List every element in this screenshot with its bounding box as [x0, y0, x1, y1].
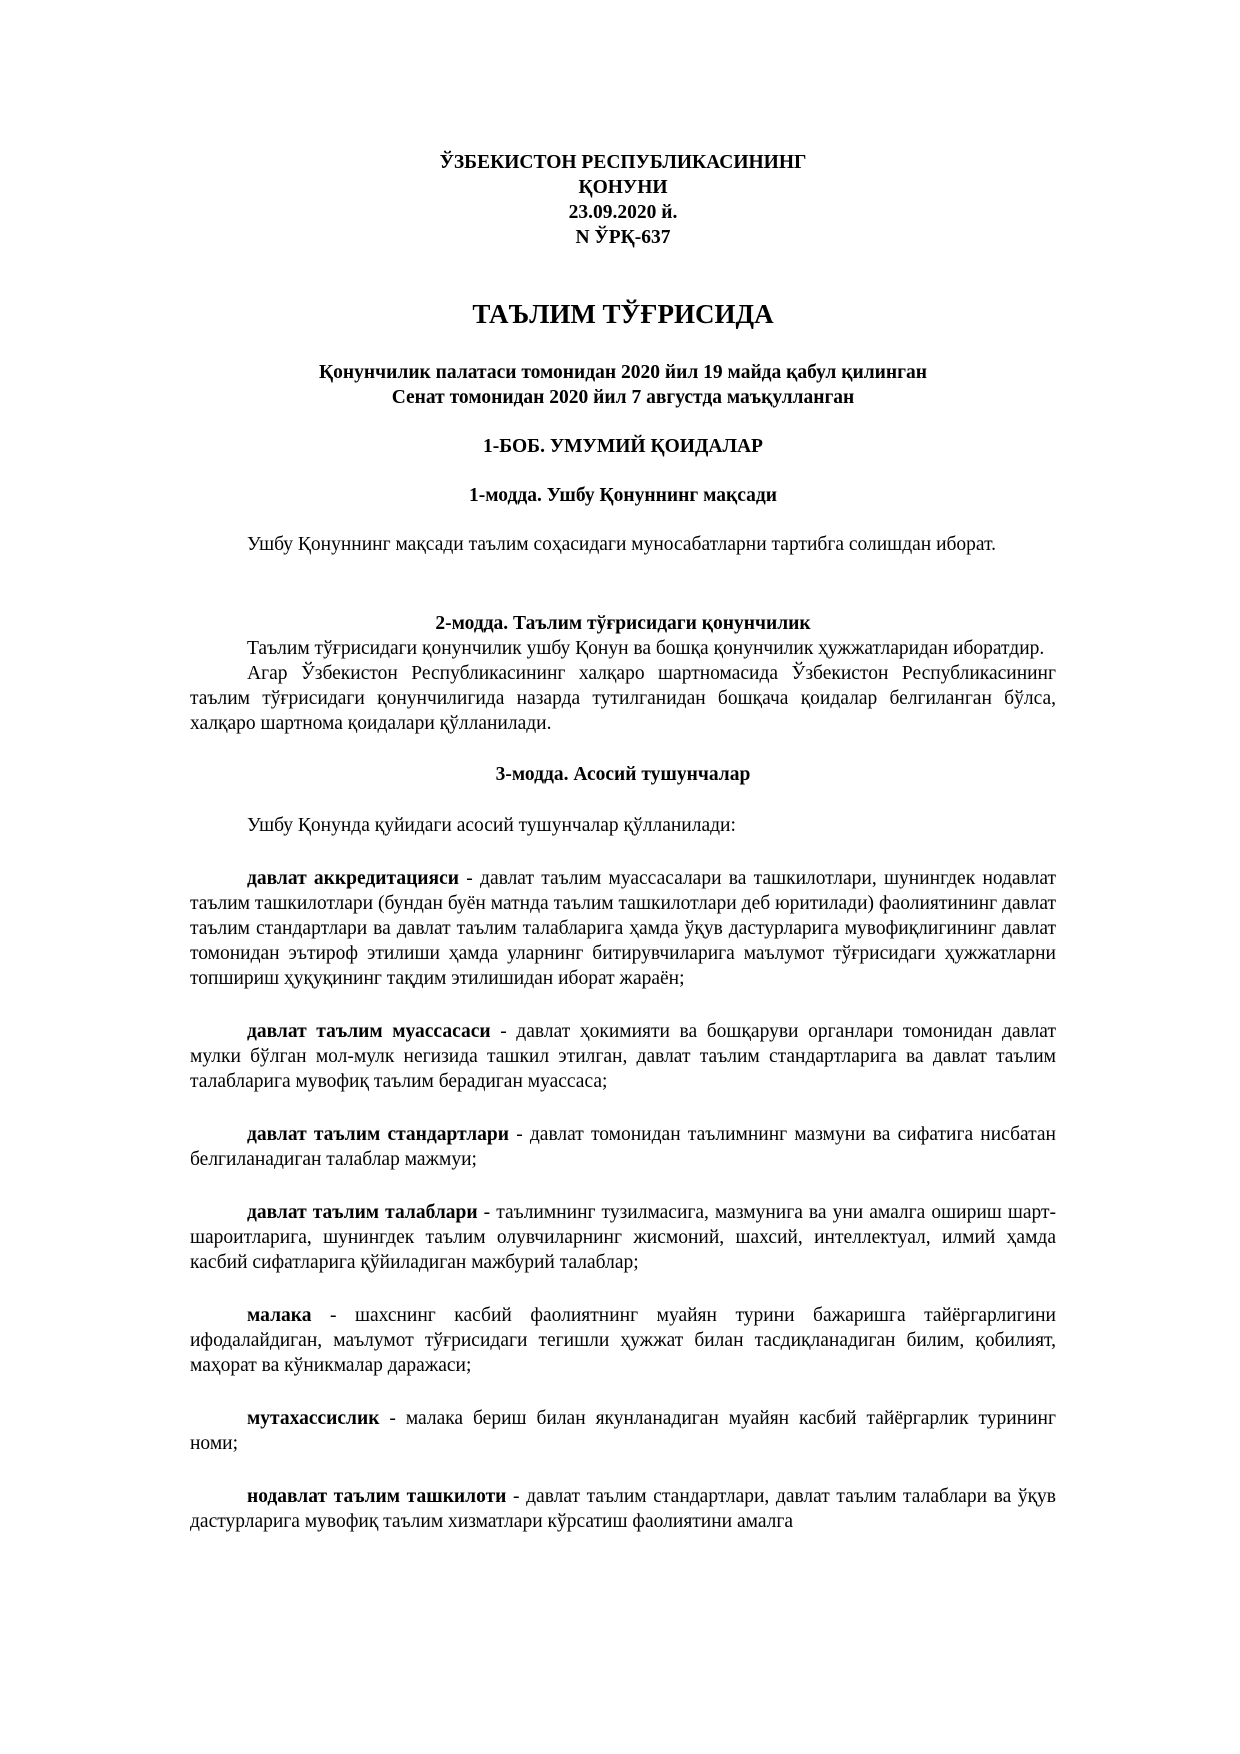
definition-term: давлат таълим муассасаси: [247, 1021, 491, 1042]
definition-text: - давлат таълим муассасалари ва ташкилотлари, шунингдек нодавлат таълим ташкилотлари (бундан буён матнда таълим ташкилотлари деб юритилади) фаолиятининг давлат таълим стандартлари ва давлат таълим талабларига ҳамда ўқув дастурларига мувофиқлигининг давлат томонидан эътироф этилиши ҳамда уларнинг битирувчиларига маълумот тўғрисидаги ҳужжатларни топшириш ҳуқуқининг тақдим этилишидан иборат жараён;: [190, 868, 1056, 989]
definition-term: нодавлат таълим ташкилоти: [247, 1486, 507, 1507]
definition-text: - малака бериш билан якунланадиган муайян касбий тайёргарлик турининг номи;: [190, 1408, 1056, 1454]
header-line-law: ҚОНУНИ: [578, 177, 668, 198]
adoption-line-legislative: Қонунчилик палатаси томонидан 2020 йил 19 майда қабул қилинган: [319, 362, 927, 383]
article-3-title: 3-модда. Асосий тушунчалар: [495, 764, 751, 785]
definition-term: давлат таълим стандартлари: [247, 1124, 509, 1145]
chapter-1-title: 1-БОБ. УМУМИЙ ҚОИДАЛАР: [483, 436, 763, 457]
article-1-title: 1-модда. Ушбу Қонуннинг мақсади: [469, 485, 777, 506]
article-2-title: 2-модда. Таълим тўғрисидаги қонунчилик: [435, 613, 811, 634]
definition-term: давлат таълим талаблари: [247, 1202, 478, 1223]
article-3-intro: Ушбу Қонунда қуйидаги асосий тушунчалар қўлланилади:: [247, 815, 736, 836]
definition-text: - таълимнинг тузилмасига, мазмунига ва уни амалга ошириш шарт-шароитларига, шунингдек таълим олувчиларнинг жисмоний, шахсий, интеллектуал, илмий ҳамда касбий сифатларига қўйиладиган мажбурий талаблар;: [190, 1202, 1056, 1273]
document-title: ТАЪЛИМ ТЎҒРИСИДА: [472, 299, 774, 329]
adoption-line-senate: Сенат томонидан 2020 йил 7 августда маъқулланган: [391, 387, 855, 408]
definition-item: [190, 1019, 1056, 1094]
definition-text: - давлат таълим стандартлари, давлат таълим талаблари ва ўқув дастурларига мувофиқ таълим хизматлари кўрсатиш фаолиятини амалга: [190, 1486, 1057, 1532]
document-header: [190, 150, 1056, 250]
definition-term: малака: [247, 1305, 312, 1326]
definition-item: [190, 1406, 1056, 1456]
header-line-republic: ЎЗБЕКИСТОН РЕСПУБЛИКАСИНИНГ: [439, 152, 807, 173]
document-page: [190, 150, 1056, 1534]
definition-text: - шахснинг касбий фаолиятнинг муайян турини бажаришга тайёргарлигини ифодалайдиган, маълумот тўғрисидаги тегишли ҳужжат билан тасдиқланадиган билим, қобилият, маҳорат ва кўникмалар даражаси;: [190, 1305, 1056, 1376]
definition-item: [190, 1122, 1056, 1172]
adoption-info: [190, 360, 1056, 410]
article-2-paragraph-1: Таълим тўғрисидаги қонунчилик ушбу Қонун ва бошқа қонунчилик ҳужжатларидан иборатдир.: [247, 638, 1045, 659]
definition-term: давлат аккредитацияси: [247, 868, 459, 889]
definition-item: [190, 1200, 1056, 1275]
definition-item: [190, 866, 1056, 991]
definition-item: [190, 1484, 1056, 1534]
article-2-paragraph-2: Агар Ўзбекистон Республикасининг халқаро шартномасида Ўзбекистон Республикасининг таълим тўғрисидаги қонунчилигида назарда тутилганидан бошқача қоидалар белгиланган бўлса, халқаро шартнома қоидалари қўлланилади.: [190, 663, 1056, 734]
definition-term: мутахассислик: [247, 1408, 380, 1429]
definition-item: [190, 1303, 1056, 1378]
header-date: 23.09.2020 й.: [568, 202, 678, 223]
article-1-text: Ушбу Қонуннинг мақсади таълим соҳасидаги муносабатларни тартибга солишдан иборат.: [247, 534, 997, 555]
header-number: N ЎРҚ-637: [575, 227, 671, 248]
definition-text: - давлат ҳокимияти ва бошқаруви органлари томонидан давлат мулки бўлган мол-мулк негизида ташкил этилган, давлат таълим стандартларига ва давлат таълим талабларига мувофиқ таълим берадиган муассаса;: [190, 1021, 1056, 1092]
definition-text: - давлат томонидан таълимнинг мазмуни ва сифатига нисбатан белгиланадиган талаблар мажмуи;: [190, 1124, 1056, 1170]
